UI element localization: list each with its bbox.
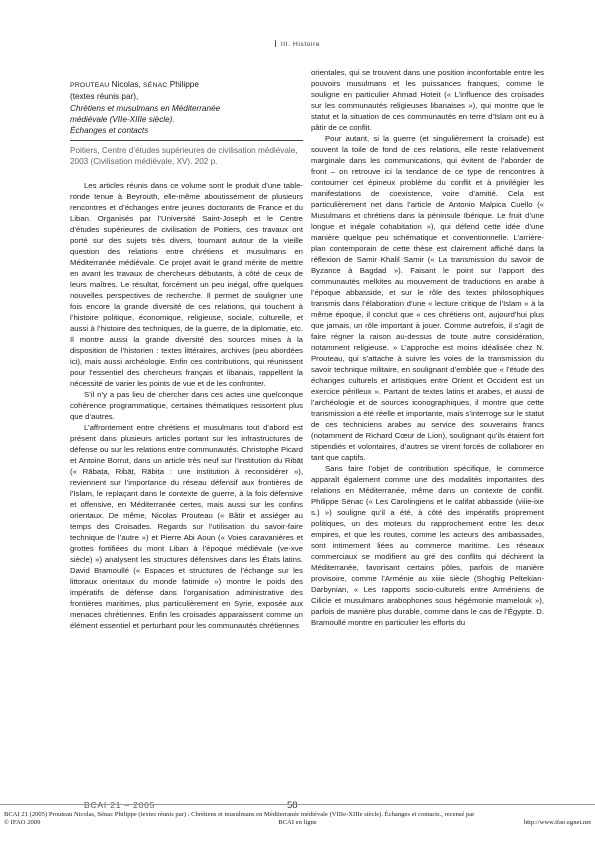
- reference-rule: [70, 140, 303, 141]
- right-paragraph-3: Sans faire l’objet de contribution spécifique, le commerce apparaît également comme une des modalités importantes des relations en Méditerranée, même dans un contexte de conflit. Philippe Sénac (« Les Carolingiens et le califat abbasside (viiie-ixe s.) ») souligne qu’il a été, à côté des impératifs proprement politiques, un des moteurs du rapprochement entre les deux empires, et que les routes, comme les acteurs des ambassades, sont intimement liées au commerce maritime. Les réseaux commerciaux se modifient au gré des conflits qui déchirent la Méditerranée, favorisant certains pôles, parfois de manière provisoire, comme l’Arménie au xiiie siècle (Shoghig Peltekian-Darbynian, « Les rapports socio-culturels entre Arméniens de Cilicie et musulmans arabophones sous hégémonie mamelouk »), parfois de manière plus durable, comme dans le cas de l’Égypte. D. Bramoullé montre en particulier les efforts du: [311, 464, 544, 627]
- footer-rule: [0, 804, 595, 805]
- right-paragraph-1: orientales, qui se trouvent dans une position inconfortable entre les pouvoirs musulmans et les puissances franques, comme le souligne en particulier Ahmad Hoteit (« L’influence des croisades sur les communautés religieuses libanaises »), qui montre que le statut et la situation de ces communautés en terre d’Islam ont eu à pâtir de ce conflit.: [311, 68, 544, 132]
- left-paragraph-2: S’il n’y a pas lieu de chercher dans ces actes une quelconque cohérence programmatique, certaines thématiques ressortent plus que d’autres.: [70, 389, 303, 421]
- author2-forename: Philippe: [167, 80, 199, 89]
- ifao-link[interactable]: http://www.ifao.egnet.net: [523, 819, 591, 826]
- book-title-line-3: Échanges et contacts: [70, 126, 149, 136]
- running-head-rule: [275, 40, 276, 47]
- running-head: [0, 40, 595, 48]
- author-surname: PROUTEAU: [70, 82, 110, 89]
- book-role: (textes réunis par),: [70, 92, 139, 102]
- left-paragraph-3: L’affrontement entre chrétiens et musulmans tout d’abord est présent dans plusieurs articles portant sur les infrastructures de défense ou sur les relations entre communautés. Christophe Picard et Antoine Borrut, dans un article très neuf sur l’institution du Ribāṭ (« Rābaṭa, Ribāṭ, Rābiṭa : une institution à reconsidérer »), reviennent sur l’importance du réseau défensif aux frontières de l’Islam, le replaçant dans le contexte de guerre, à la fois défensive et offensive, en Méditerranée certes, mais aussi sur les confins orientaux. De même, Nicolas Prouteau (« Bâtir et assiéger au temps des Croisades. Regards sur l’utilisation du savoir-faire technique de l’autre ») et Pierre Abi Aoun (« Voies caravanières et grottes fortifiées du mont Liban à l’époque médiévale (ve-xve siècle) ») analysent les structures défensives dans les États latins. David Bramoullé (« Espaces et structures de l’échange sur les littoraux orientaux du monde fatimide ») montre le poids des impératifs de défense dans l’organisation administrative des frontières maritimes, plus particulièrement en Syrie, exposée aux menaces chrétiennes. Enfin les croisades apparaissent comme un élément essentiel et perturbant pour les communautés chrétiennes: [70, 422, 303, 630]
- running-head-text: III. Histoire: [280, 41, 321, 48]
- online-label: BCAI en ligne: [278, 819, 317, 826]
- left-column: [70, 79, 303, 631]
- left-paragraph-1: Les articles réunis dans ce volume sont le produit d’une table-ronde tenue à Beyrouth, elle-même aboutissement de plusieurs rencontres et d’échanges entre jeunes doctorants de France et du Liban. Organisés par l’Université Saint-Joseph et le Centre d’études supérieures de civilisation de Poitiers, ces travaux ont porté sur des sujets très divers, tournant autour de la vieille question des relations entre chrétiens et musulmans en Méditerranée médiévale. Ce projet avait le grand mérite de mettre en avant les travaux de chercheurs débutants, à côté de ceux de leurs maîtres. Le résultat, forcément un peu inégal, offre quelques nouvelles perspectives de recherche. Il permet de souligner une fois encore la grande diversité de ces relations, qui touchent à l’histoire politique, économique, religieuse, sociale, culturelle, et aussi à l’histoire des techniques, de la guerre, de la diplomatie, etc. Il montre aussi la grande diversité des sources mises à la disposition de l’historien : textes littéraires, archives (peu abordées ici), mais aussi archéologie. Enfin ces contributions, qui réunissent pour l’essentiel des chercheurs français et libanais, rappellent la nécessité de varier les points de vue et de les confronter.: [70, 180, 303, 388]
- book-authors: [70, 79, 303, 91]
- page-number: 58: [287, 800, 298, 811]
- right-column: [311, 67, 544, 628]
- author2-surname: SÉNAC: [143, 82, 168, 89]
- publication-info: Poitiers, Centre d’études supérieures de civilisation médiévale, 2003 (Civilisation médiévale, XV). 202 p.: [70, 146, 298, 167]
- copyright: © IFAO 2009: [4, 819, 41, 826]
- journal-label: BCAI 21 – 2005: [84, 800, 156, 810]
- book-reference: [70, 79, 303, 136]
- citation-line-1: BCAI 21 (2005) Prouteau Nicolas, Sénac Philippe (textes réunis par) : Chrétiens et musulmans en Méditerranée médiévale (VIIIe-XIIIe siècle). Échanges et contacts., recensé par: [4, 811, 475, 818]
- right-paragraph-2: Pour autant, si la guerre (et singulièrement la croisade) est souvent la toile de fond de ces relations, elle reste relativement marginale dans les communications, qui évitent de l’aborder de front – on retrouve ici la tendance de ce type de rencontres à contourner cet épineux problème du conflit et à privilégier les manifestations de coexistence, voire d’amitié. Cela est particulièrement net dans l’article de Antonio Malpica Cuello (« Musulmans et chrétiens dans la péninsule Ibérique. Le fruit d’une longue et inégale cohabitation »), qui défend cette idée d’une manière quelque peu schématique et conventionnelle. L’arrière-plan contemporain de cette thèse est clairement affiché dans la réflexion de Samir Khalil Samir (« La transmission du savoir de Byzance à Bagdad »). Faisant le point sur l’apport des communautés melkites au mouvement de traductions en arabe à l’époque abbasside, et sur le rôle des textes philosophiques transmis dans l’élaboration d’une « lecture critique de l’Islam » à la même époque, il conclut que « ces chrétiens ont, aujourd’hui plus que jamais, un rôle important à jouer. Comme autrefois, il s’agit de faire régner la raison au-dessus de toute autre considération, notamment religieuse. » L’approche est moins idéalisée chez N. Prouteau, qui s’attache à suivre les voies de la transmission du savoir technique militaire, en soulignant d’emblée que « l’étude des échanges culturels et artistiques entre Orient et Occident est un exercice périlleux ». Partant de textes latins et arabes, et aussi de l’archéologie et de sources iconographiques, il montre que cette transmission a été réelle et importante, mais s’interroge sur le statut de ces techniciens arabes au service des souverains francs (notamment de Richard Cœur de Lion), soulignant qu’ils étaient fort stipendiés et volontaires, d’autres se virent forcés de collaborer en tant que captifs.: [311, 134, 544, 462]
- book-title-line-2: médiévale (VIIe-XIIIe siècle).: [70, 114, 175, 124]
- book-title-line-1: Chrétiens et musulmans en Méditerranée: [70, 103, 221, 113]
- author-forename: Nicolas,: [109, 80, 144, 89]
